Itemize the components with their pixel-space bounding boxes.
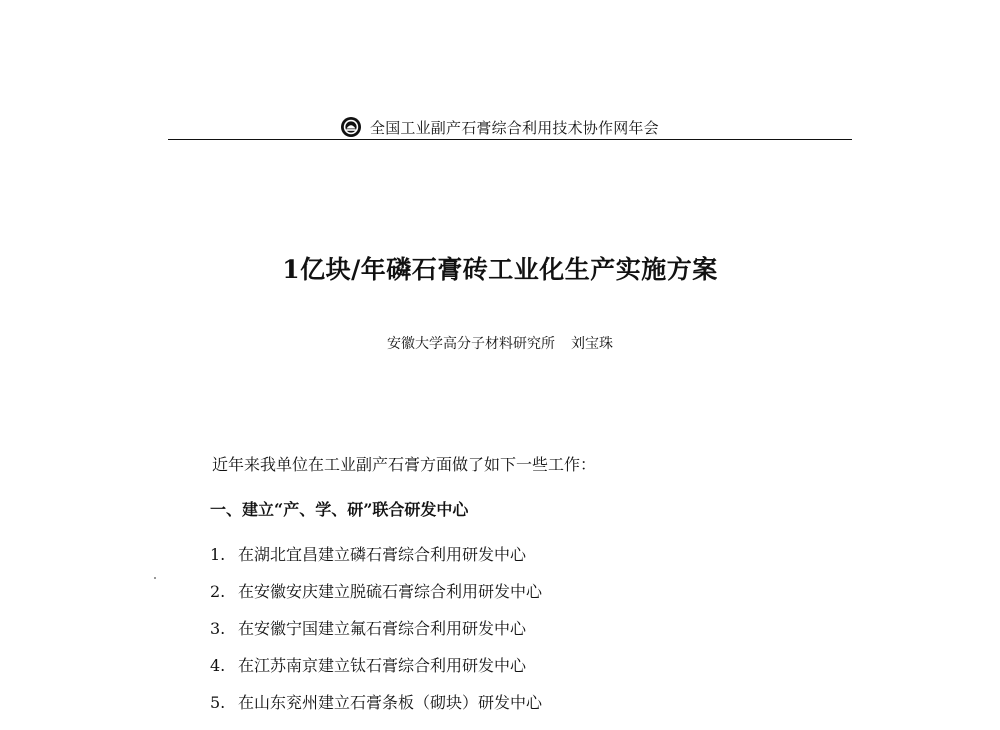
list-item-number: 3. xyxy=(210,619,226,638)
running-header xyxy=(168,112,852,140)
emblem-icon xyxy=(340,116,362,138)
list-item-number: 2. xyxy=(210,582,226,601)
list-item xyxy=(210,656,542,693)
section-heading: 一、建立“产、学、研”联合研发中心 xyxy=(210,500,469,519)
list-item-text: 在山东兖州建立石膏条板（砌块）研发中心 xyxy=(238,693,543,712)
header-rule xyxy=(168,139,852,140)
intro-paragraph: 近年来我单位在工业副产石膏方面做了如下一些工作： xyxy=(212,455,597,474)
research-center-list xyxy=(210,545,542,730)
list-item-text: 在安徽宁国建立氟石膏综合利用研发中心 xyxy=(238,619,527,638)
list-item xyxy=(210,619,542,656)
list-item xyxy=(210,545,542,582)
author-affiliation: 安徽大学高分子材料研究所 xyxy=(387,336,555,352)
list-item xyxy=(210,582,542,619)
scan-speck xyxy=(154,577,156,579)
list-item-number: 1. xyxy=(210,545,226,564)
document-title: 1亿块/年磷石膏砖工业化生产实施方案 xyxy=(282,255,718,284)
list-item-text: 在湖北宜昌建立磷石膏综合利用研发中心 xyxy=(238,545,527,564)
list-item-text: 在安徽安庆建立脱硫石膏综合利用研发中心 xyxy=(238,582,543,601)
author-name: 刘宝珠 xyxy=(571,336,613,352)
header-content xyxy=(340,116,659,138)
list-item-number: 5. xyxy=(210,693,226,712)
author-line xyxy=(0,333,1000,353)
header-text: 全国工业副产石膏综合利用技术协作网年会 xyxy=(370,118,659,137)
list-item-text: 在江苏南京建立钛石膏综合利用研发中心 xyxy=(238,656,527,675)
list-item-number: 4. xyxy=(210,656,226,675)
